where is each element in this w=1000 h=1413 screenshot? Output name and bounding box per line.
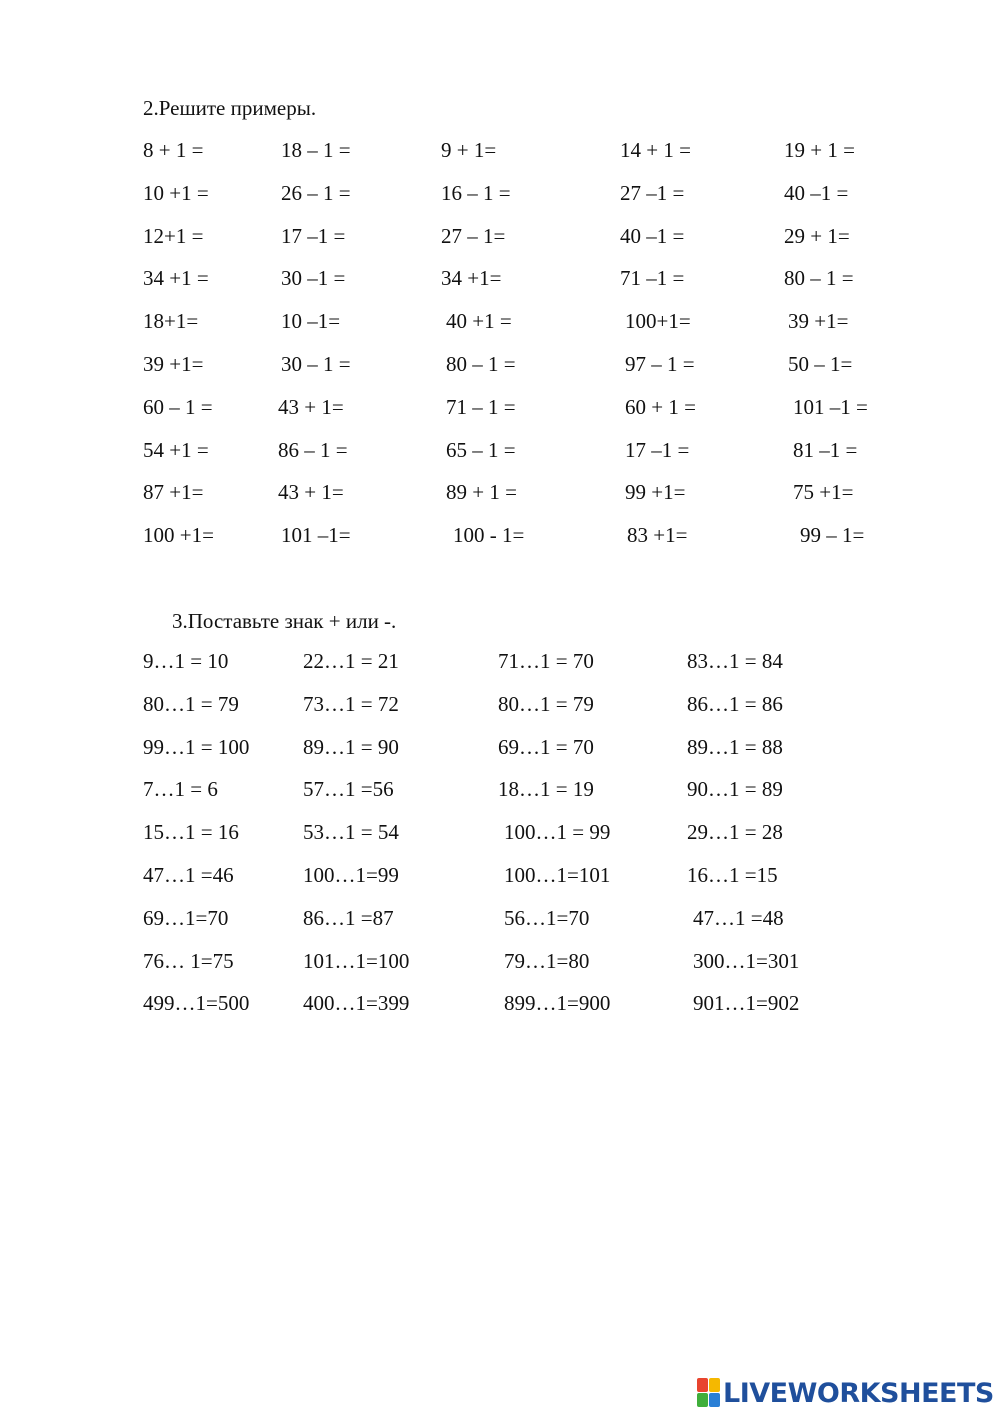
sign-task-r1-c1: 9…1 = 10 [143,649,229,673]
sign-task-r9-c2: 400…1=399 [303,991,410,1016]
sign-task-r2-c1: 80…1 = 79 [143,691,239,716]
exercise-r1-c4: 14 + 1 = [620,138,691,162]
exercise-r8-c2: 86 – 1 = [278,437,348,462]
exercise-r4-c1: 34 +1 = [143,266,209,291]
sign-task-r2-c3: 80…1 = 79 [498,691,594,716]
exercise-r9-c3: 89 + 1 = [446,480,517,505]
exercise-r6-c2: 30 – 1 = [281,352,351,376]
sign-task-r5-c2: 53…1 = 54 [303,820,399,845]
exercise-r3-c2: 17 –1 = [281,223,346,248]
sign-task-r3-c2: 89…1 = 90 [303,734,399,759]
section-2-title: 2.Решите примеры. [143,96,317,120]
liveworksheets-logo-icon [697,1378,721,1408]
sign-task-r6-c2: 100…1=99 [303,863,399,887]
exercise-r8-c3: 65 – 1 = [446,437,516,462]
sign-task-r5-c1: 15…1 = 16 [143,820,239,845]
exercise-r1-c3: 9 + 1= [441,138,497,162]
exercise-r7-c2: 43 + 1= [278,394,344,419]
sign-task-r5-c4: 29…1 = 28 [687,820,783,845]
exercise-r3-c1: 12+1 = [143,223,204,248]
exercise-r3-c3: 27 – 1= [441,223,506,248]
exercise-r3-c4: 40 –1 = [620,223,685,248]
sign-task-r4-c4: 90…1 = 89 [687,777,783,802]
exercise-r4-c4: 71 –1 = [620,266,685,291]
exercise-r10-c5: 99 – 1= [800,523,865,548]
sign-task-r8-c1: 76… 1=75 [143,948,234,973]
exercise-r7-c1: 60 – 1 = [143,394,213,419]
exercise-r6-c3: 80 – 1 = [446,352,516,376]
sign-task-r8-c2: 101…1=100 [303,948,410,973]
exercise-r2-c5: 40 –1 = [784,180,849,205]
sign-task-r4-c1: 7…1 = 6 [143,777,218,802]
sign-task-r4-c3: 18…1 = 19 [498,777,594,802]
sign-task-r3-c4: 89…1 = 88 [687,734,783,759]
exercise-r10-c1: 100 +1= [143,523,214,548]
exercise-r9-c5: 75 +1= [793,480,854,505]
exercise-r5-c1: 18+1= [143,309,199,334]
exercise-r5-c2: 10 –1= [281,309,341,334]
sign-task-r6-c4: 16…1 =15 [687,863,778,887]
liveworksheets-logo [697,1376,994,1410]
sign-task-r4-c2: 57…1 =56 [303,777,394,802]
sign-task-r6-c3: 100…1=101 [504,863,611,887]
exercise-r2-c4: 27 –1 = [620,180,685,205]
exercise-r10-c3: 100 - 1= [453,523,525,548]
exercise-r8-c4: 17 –1 = [625,437,690,462]
sign-task-r9-c3: 899…1=900 [504,991,611,1016]
exercise-r4-c3: 34 +1= [441,266,502,291]
exercise-r2-c3: 16 – 1 = [441,180,511,205]
exercise-r9-c4: 99 +1= [625,480,686,505]
exercise-r7-c5: 101 –1 = [793,394,868,419]
exercise-r2-c1: 10 +1 = [143,180,209,205]
sign-task-r5-c3: 100…1 = 99 [504,820,611,845]
exercise-r8-c5: 81 –1 = [793,437,858,462]
exercise-r5-c4: 100+1= [625,309,691,334]
exercise-r8-c1: 54 +1 = [143,437,209,462]
exercise-r4-c5: 80 – 1 = [784,266,854,291]
exercise-r9-c2: 43 + 1= [278,480,344,505]
exercise-r6-c4: 97 – 1 = [625,352,695,376]
liveworksheets-logo-text: LIVEWORKSHEETS [723,1377,994,1409]
exercise-r1-c2: 18 – 1 = [281,138,351,162]
sign-task-r9-c1: 499…1=500 [143,991,250,1016]
sign-task-r8-c3: 79…1=80 [504,948,590,973]
sign-task-r1-c2: 22…1 = 21 [303,649,399,673]
sign-task-r6-c1: 47…1 =46 [143,863,234,887]
exercise-r6-c5: 50 – 1= [788,352,853,376]
exercise-r6-c1: 39 +1= [143,352,204,376]
exercise-r4-c2: 30 –1 = [281,266,346,291]
sign-task-r8-c4: 300…1=301 [693,948,800,973]
sign-task-r3-c1: 99…1 = 100 [143,734,250,759]
exercise-r9-c1: 87 +1= [143,480,204,505]
sign-task-r1-c3: 71…1 = 70 [498,649,594,673]
sign-task-r7-c1: 69…1=70 [143,905,229,930]
sign-task-r2-c4: 86…1 = 86 [687,691,783,716]
exercise-r5-c5: 39 +1= [788,309,849,334]
section-3-title: 3.Поставьте знак + или -. [172,609,397,633]
exercise-r7-c4: 60 + 1 = [625,394,696,419]
exercise-r1-c1: 8 + 1 = [143,138,204,162]
sign-task-r7-c3: 56…1=70 [504,905,590,930]
sign-task-r9-c4: 901…1=902 [693,991,800,1016]
exercise-r10-c4: 83 +1= [627,523,688,548]
sign-task-r7-c2: 86…1 =87 [303,905,394,930]
exercise-r10-c2: 101 –1= [281,523,351,548]
sign-task-r1-c4: 83…1 = 84 [687,649,783,673]
exercise-r3-c5: 29 + 1= [784,223,850,248]
sign-task-r3-c3: 69…1 = 70 [498,734,594,759]
exercise-r1-c5: 19 + 1 = [784,138,855,162]
sign-task-r2-c2: 73…1 = 72 [303,691,399,716]
exercise-r2-c2: 26 – 1 = [281,180,351,205]
exercise-r5-c3: 40 +1 = [446,309,512,334]
sign-task-r7-c4: 47…1 =48 [693,905,784,930]
exercise-r7-c3: 71 – 1 = [446,394,516,419]
